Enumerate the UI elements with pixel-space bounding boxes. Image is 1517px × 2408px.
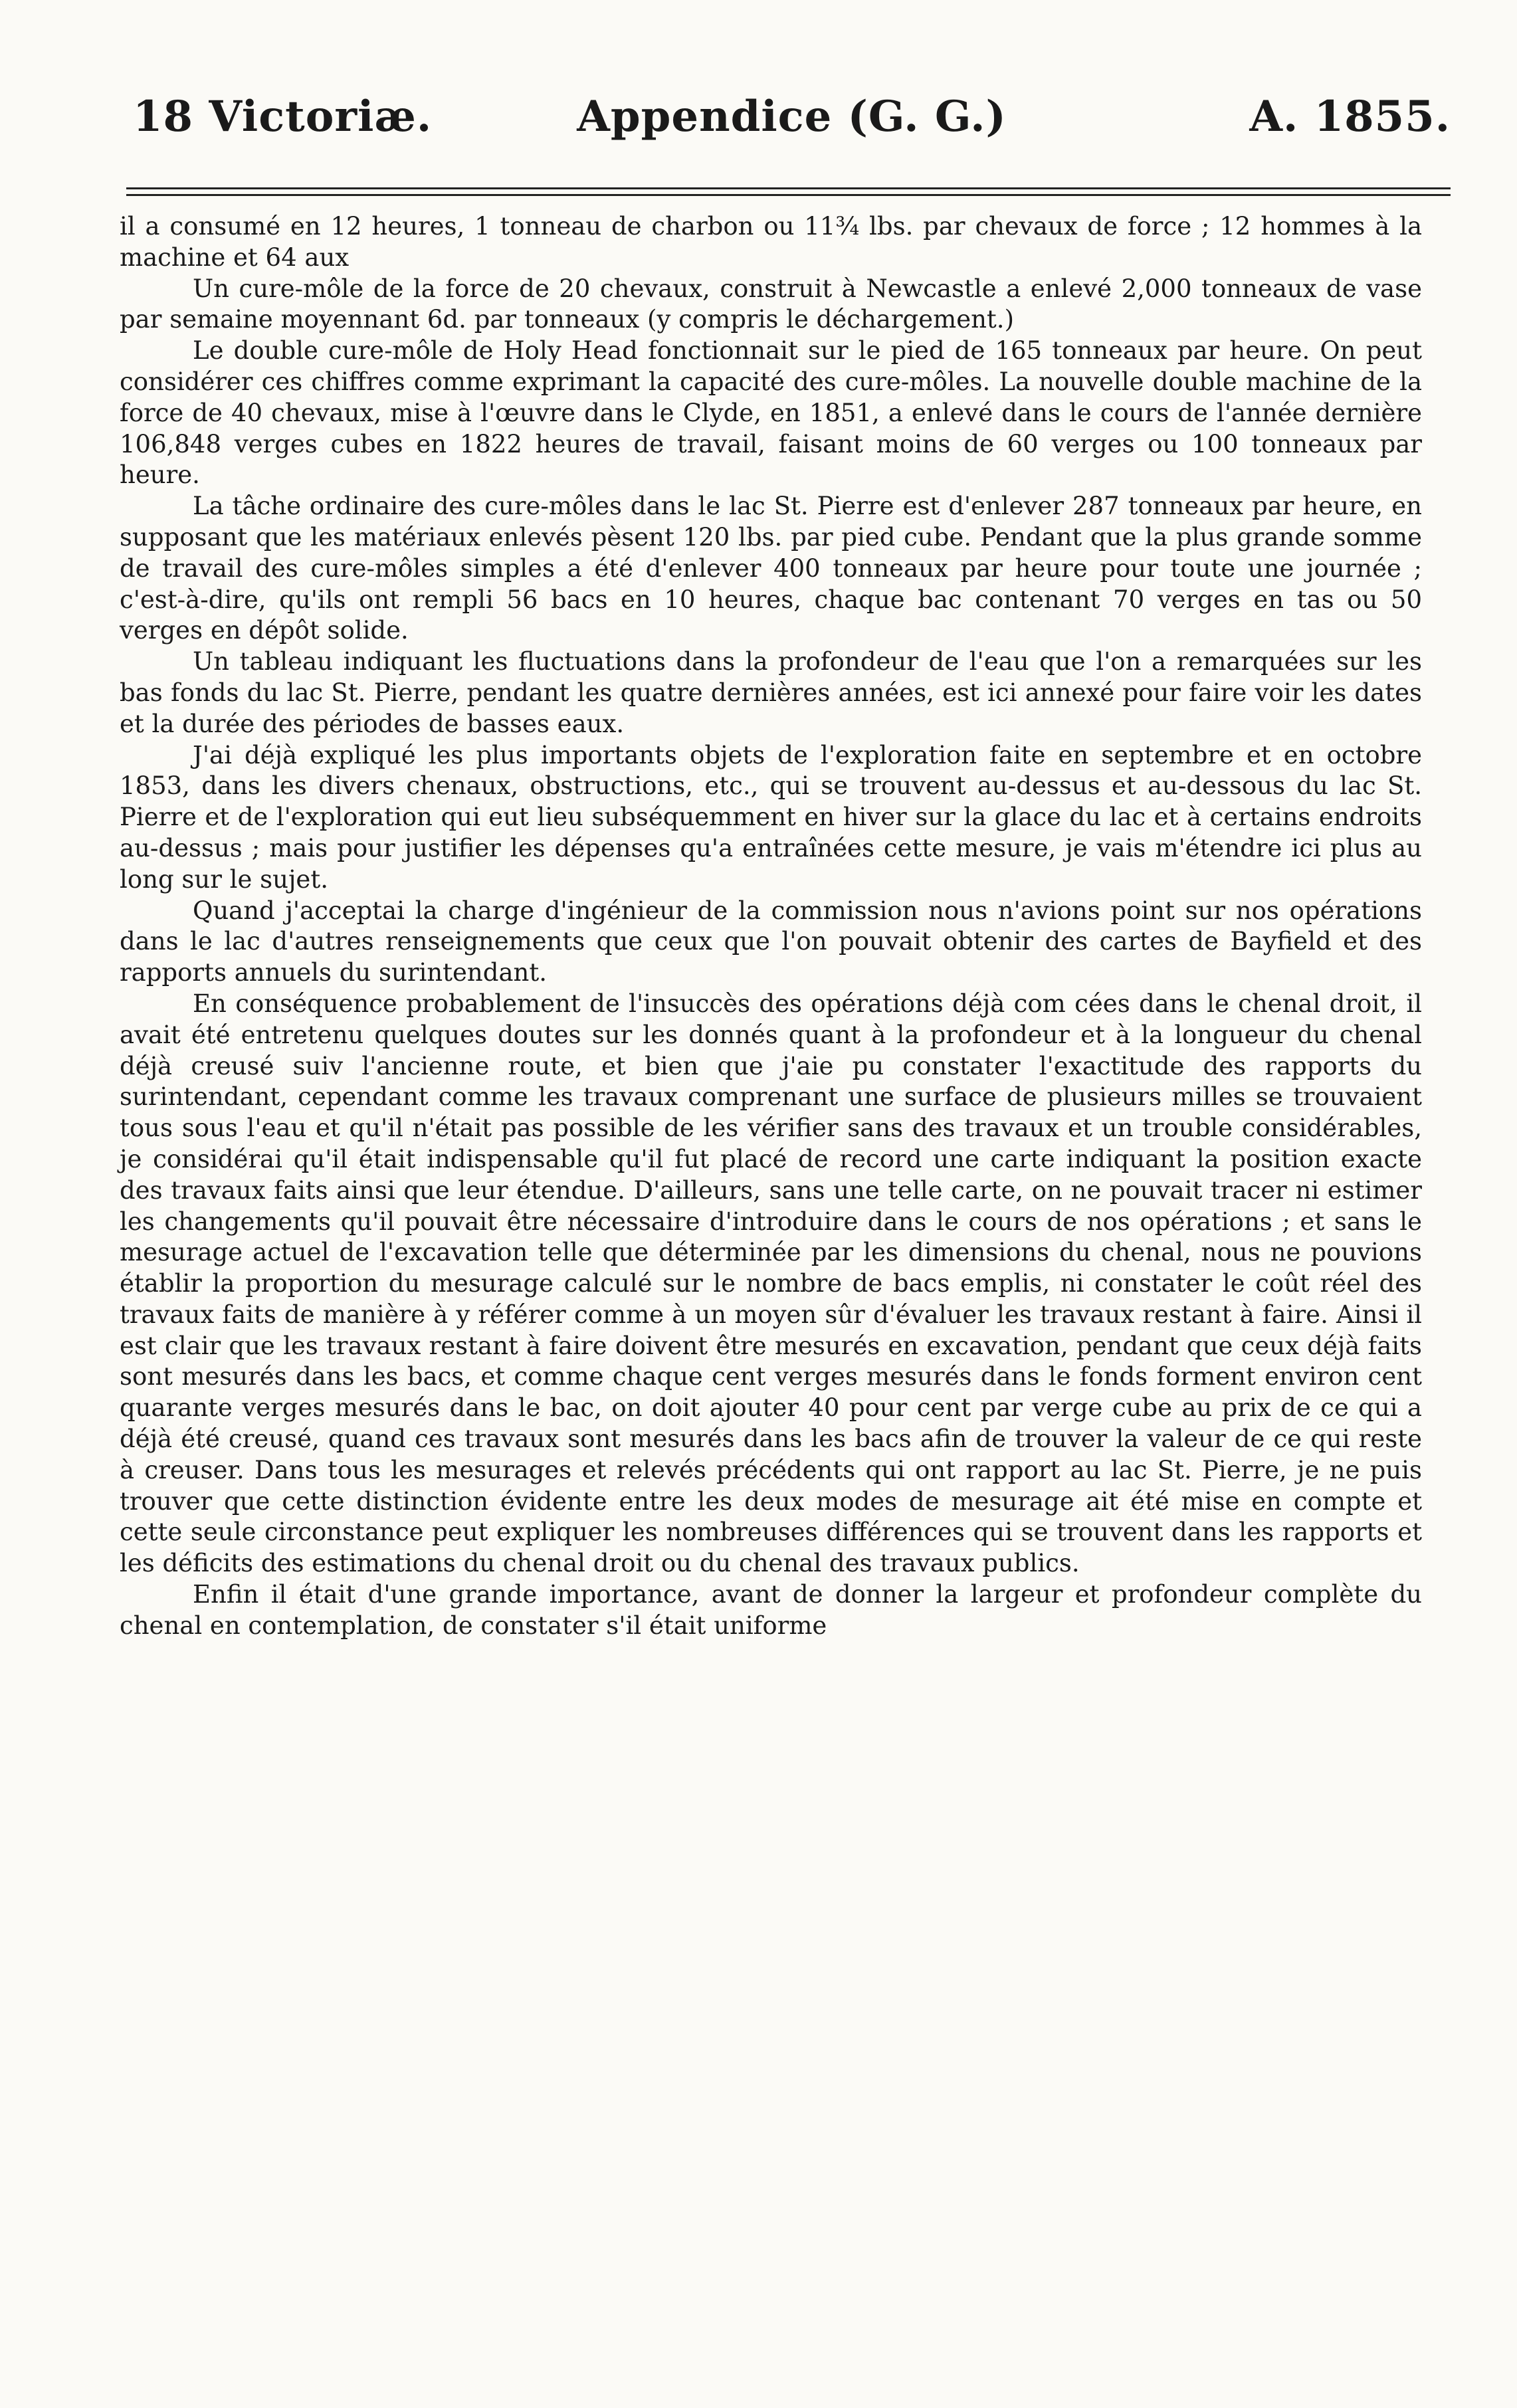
header-title: Appendice (G. G.) (577, 92, 1007, 142)
document-body (120, 211, 1422, 1642)
paragraph-4: La tâche ordinaire des cure-môles dans le lac St. Pierre est d'enlever 287 tonneaux par heure, en supposant que les matériaux enlevés pèsent 120 lbs. par pied cube. Pendant que la plus grande somme de travail des cure-môles simples a été d'enlever 400 tonneaux par heure pour toute une journée ; c'est-à-dire, qu'ils ont rempli 56 bacs en 10 heures, chaque bac contenant 70 verges en tas ou 50 verges en dépôt solide. (120, 492, 1422, 645)
page-header (133, 92, 1451, 151)
paragraph-8: En conséquence probablement de l'insuccès des opérations déjà com cées dans le chenal droit, il avait été entretenu quelques doutes sur les donnés quant à la profondeur et à la longueur du chenal déjà creusé suiv l'ancienne route, et bien que j'aie pu constater l'exactitude des rapports du surintendant, cependant comme les travaux comprenant une surface de plusieurs milles se trouvaient tous sous l'eau et qu'il n'était pas possible de les vérifier sans des travaux et un trouble considérables, je considérai qu'il était indispensable qu'il fut placé de record une carte indiquant la position exacte des travaux faits ainsi que leur étendue. D'ailleurs, sans une telle carte, on ne pouvait tracer ni estimer les changements qu'il pouvait être nécessaire d'introduire dans le cours de nos opérations ; et sans le mesurage actuel de l'excavation telle que déterminée par les dimensions du chenal, nous ne pouvions établir la proportion du mesurage calculé sur le nombre de bacs emplis, ni constater le coût réel des travaux faits de manière à y référer comme à un moyen sûr d'évaluer les travaux restant à faire. Ainsi il est clair que les travaux restant à faire doivent être mesurés en excavation, pendant que ceux déjà faits sont mesurés dans les bacs, et comme chaque cent verges mesurés dans le fonds forment environ cent quarante verges mesurés dans le bac, on doit ajouter 40 pour cent par verge cube au prix de ce qui a déjà été creusé, quand ces travaux sont mesurés dans les bacs afin de trouver la valeur de ce qui reste à creuser. Dans tous les mesurages et relevés précédents qui ont rapport au lac St. Pierre, je ne puis trouver que cette distinction évidente entre les deux modes de mesurage ait été mise en compte et cette seule circonstance peut expliquer les nombreuses différences qui se trouvent dans les rapports et les déficits des estimations du chenal droit ou du chenal des travaux publics. (120, 989, 1422, 1578)
paragraph-5: Un tableau indiquant les fluctuations dans la profondeur de l'eau que l'on a remarquées sur les bas fonds du lac St. Pierre, pendant les quatre dernières années, est ici annexé pour faire voir les dates et la durée des périodes de basses eaux. (120, 647, 1422, 738)
header-rule-bottom (126, 194, 1451, 196)
paragraph-7: Quand j'acceptai la charge d'ingénieur de la commission nous n'avions point sur nos opérations dans le lac d'autres renseignements que ceux que l'on pouvait obtenir des cartes de Bayfield et des rapports annuels du surintendant. (120, 896, 1422, 987)
paragraph-9: Enfin il était d'une grande importance, avant de donner la largeur et profondeur complète du chenal en contemplation, de constater s'il était uniforme (120, 1580, 1422, 1640)
paragraph-6: J'ai déjà expliqué les plus importants objets de l'exploration faite en septembre et en octobre 1853, dans les divers chenaux, obstructions, etc., qui se trouvent au-dessus et au-dessous du lac St. Pierre et de l'exploration qui eut lieu subséquemment en hiver sur la glace du lac et à certains endroits au-dessus ; mais pour justifier les dépenses qu'a entraînées cette mesure, je vais m'étendre ici plus au long sur le sujet. (120, 740, 1422, 894)
header-year: A. 1855. (1249, 92, 1451, 142)
paragraph-2: Un cure-môle de la force de 20 chevaux, construit à Newcastle a enlevé 2,000 tonneaux de vase par semaine moyennant 6d. par tonneaux (y compris le déchargement.) (120, 274, 1422, 334)
header-rule-top (126, 187, 1451, 189)
paragraph-1: il a consumé en 12 heures, 1 tonneau de charbon ou 11¾ lbs. par chevaux de force ; 12 hommes à la machine et 64 aux (120, 212, 1422, 272)
paragraph-3: Le double cure-môle de Holy Head fonctionnait sur le pied de 165 tonneaux par heure. On peut considérer ces chiffres comme exprimant la capacité des cure-môles. La nouvelle double machine de la force de 40 chevaux, mise à l'œuvre dans le Clyde, en 1851, a enlevé dans le cours de l'année dernière 106,848 verges cubes en 1822 heures de travail, faisant moins de 60 verges ou 100 tonneaux par heure. (120, 336, 1422, 490)
header-session: 18 Victoriæ. (133, 92, 433, 142)
